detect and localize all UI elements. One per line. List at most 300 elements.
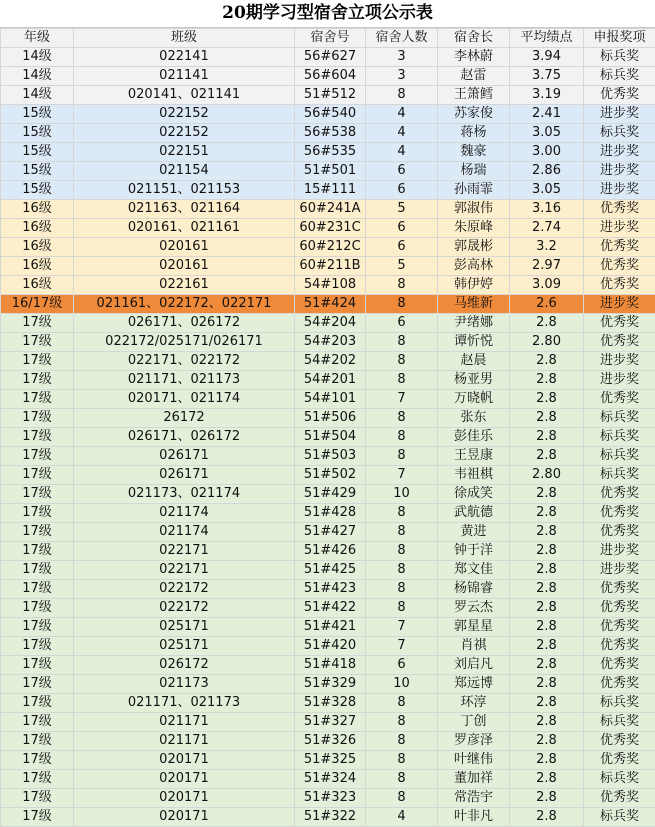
grade-cell[interactable]: 16级 — [1, 200, 74, 219]
class-cell[interactable]: 021174 — [74, 504, 295, 523]
award-cell[interactable]: 优秀奖 — [584, 656, 655, 675]
head-cell[interactable]: 彭高林 — [438, 257, 510, 276]
count-cell[interactable]: 8 — [366, 504, 438, 523]
room-cell[interactable]: 60#241A — [295, 200, 366, 219]
class-cell[interactable]: 021141 — [74, 67, 295, 86]
class-cell[interactable]: 025171 — [74, 618, 295, 637]
col-header-room[interactable]: 宿舍号 — [295, 29, 366, 48]
room-cell[interactable]: 51#325 — [295, 751, 366, 770]
award-cell[interactable]: 进步奖 — [584, 105, 655, 124]
award-cell[interactable]: 标兵奖 — [584, 694, 655, 713]
count-cell[interactable]: 8 — [366, 352, 438, 371]
award-cell[interactable]: 优秀奖 — [584, 314, 655, 333]
award-cell[interactable]: 标兵奖 — [584, 409, 655, 428]
gpa-cell[interactable]: 2.8 — [510, 713, 584, 732]
count-cell[interactable]: 3 — [366, 48, 438, 67]
head-cell[interactable]: 尹绪娜 — [438, 314, 510, 333]
class-cell[interactable]: 022172 — [74, 599, 295, 618]
count-cell[interactable]: 8 — [366, 599, 438, 618]
gpa-cell[interactable]: 2.8 — [510, 580, 584, 599]
count-cell[interactable]: 10 — [366, 485, 438, 504]
class-cell[interactable]: 26172 — [74, 409, 295, 428]
class-cell[interactable]: 020171、021174 — [74, 390, 295, 409]
class-cell[interactable]: 022172 — [74, 580, 295, 599]
class-cell[interactable]: 022171 — [74, 561, 295, 580]
grade-cell[interactable]: 16级 — [1, 219, 74, 238]
room-cell[interactable]: 60#212C — [295, 238, 366, 257]
class-cell[interactable]: 021171 — [74, 732, 295, 751]
room-cell[interactable]: 51#501 — [295, 162, 366, 181]
grade-cell[interactable]: 17级 — [1, 675, 74, 694]
head-cell[interactable]: 谭忻悦 — [438, 333, 510, 352]
grade-cell[interactable]: 17级 — [1, 314, 74, 333]
head-cell[interactable]: 郭淑伟 — [438, 200, 510, 219]
room-cell[interactable]: 51#428 — [295, 504, 366, 523]
award-cell[interactable]: 优秀奖 — [584, 523, 655, 542]
head-cell[interactable]: 叶继伟 — [438, 751, 510, 770]
award-cell[interactable]: 优秀奖 — [584, 276, 655, 295]
head-cell[interactable]: 罗彦泽 — [438, 732, 510, 751]
gpa-cell[interactable]: 3.05 — [510, 124, 584, 143]
award-cell[interactable]: 标兵奖 — [584, 808, 655, 827]
head-cell[interactable]: 朱原峰 — [438, 219, 510, 238]
grade-cell[interactable]: 17级 — [1, 732, 74, 751]
class-cell[interactable]: 020171 — [74, 808, 295, 827]
count-cell[interactable]: 8 — [366, 751, 438, 770]
grade-cell[interactable]: 17级 — [1, 523, 74, 542]
table-row — [1, 466, 655, 485]
count-cell[interactable]: 4 — [366, 105, 438, 124]
head-cell[interactable]: 罗云杰 — [438, 599, 510, 618]
head-cell[interactable]: 万晓帆 — [438, 390, 510, 409]
class-cell[interactable]: 020161 — [74, 238, 295, 257]
award-cell[interactable]: 优秀奖 — [584, 504, 655, 523]
room-cell[interactable]: 51#327 — [295, 713, 366, 732]
head-cell[interactable]: 徐成笑 — [438, 485, 510, 504]
award-cell[interactable]: 标兵奖 — [584, 124, 655, 143]
grade-cell[interactable]: 17级 — [1, 561, 74, 580]
count-cell[interactable]: 8 — [366, 295, 438, 314]
room-cell[interactable]: 51#503 — [295, 447, 366, 466]
room-cell[interactable]: 51#323 — [295, 789, 366, 808]
gpa-cell[interactable]: 2.8 — [510, 447, 584, 466]
count-cell[interactable]: 4 — [366, 124, 438, 143]
room-cell[interactable]: 51#322 — [295, 808, 366, 827]
grade-cell[interactable]: 15级 — [1, 124, 74, 143]
col-header-head[interactable]: 宿舍长 — [438, 29, 510, 48]
col-header-gpa[interactable]: 平均绩点 — [510, 29, 584, 48]
head-cell[interactable]: 魏豪 — [438, 143, 510, 162]
gpa-cell[interactable]: 2.8 — [510, 694, 584, 713]
count-cell[interactable]: 3 — [366, 67, 438, 86]
col-header-award[interactable]: 申报奖项 — [584, 29, 655, 48]
award-cell[interactable]: 优秀奖 — [584, 751, 655, 770]
count-cell[interactable]: 8 — [366, 789, 438, 808]
award-cell[interactable]: 标兵奖 — [584, 447, 655, 466]
class-cell[interactable]: 021154 — [74, 162, 295, 181]
award-cell[interactable]: 优秀奖 — [584, 200, 655, 219]
head-cell[interactable]: 王昱康 — [438, 447, 510, 466]
class-cell[interactable]: 021161、022172、022171 — [74, 295, 295, 314]
head-cell[interactable]: 丁创 — [438, 713, 510, 732]
head-cell[interactable]: 张东 — [438, 409, 510, 428]
count-cell[interactable]: 8 — [366, 523, 438, 542]
grade-cell[interactable]: 17级 — [1, 504, 74, 523]
gpa-cell[interactable]: 2.80 — [510, 466, 584, 485]
room-cell[interactable]: 51#502 — [295, 466, 366, 485]
class-cell[interactable]: 021151、021153 — [74, 181, 295, 200]
count-cell[interactable]: 7 — [366, 466, 438, 485]
room-cell[interactable]: 56#604 — [295, 67, 366, 86]
class-cell[interactable]: 025171 — [74, 637, 295, 656]
class-cell[interactable]: 022152 — [74, 124, 295, 143]
award-cell[interactable]: 进步奖 — [584, 143, 655, 162]
grade-cell[interactable]: 14级 — [1, 67, 74, 86]
class-cell[interactable]: 021171、021173 — [74, 371, 295, 390]
award-cell[interactable]: 进步奖 — [584, 219, 655, 238]
grade-cell[interactable]: 17级 — [1, 580, 74, 599]
award-cell[interactable]: 进步奖 — [584, 561, 655, 580]
award-cell[interactable]: 进步奖 — [584, 162, 655, 181]
award-cell[interactable]: 优秀奖 — [584, 86, 655, 105]
gpa-cell[interactable]: 2.8 — [510, 409, 584, 428]
room-cell[interactable]: 54#202 — [295, 352, 366, 371]
count-cell[interactable]: 8 — [366, 447, 438, 466]
col-header-grade[interactable]: 年级 — [1, 29, 74, 48]
room-cell[interactable]: 51#420 — [295, 637, 366, 656]
grade-cell[interactable]: 17级 — [1, 447, 74, 466]
class-cell[interactable]: 020171 — [74, 751, 295, 770]
head-cell[interactable]: 武航德 — [438, 504, 510, 523]
gpa-cell[interactable]: 2.8 — [510, 428, 584, 447]
gpa-cell[interactable]: 2.8 — [510, 599, 584, 618]
grade-cell[interactable]: 17级 — [1, 466, 74, 485]
room-cell[interactable]: 51#424 — [295, 295, 366, 314]
class-cell[interactable]: 020171 — [74, 789, 295, 808]
award-cell[interactable]: 优秀奖 — [584, 485, 655, 504]
award-cell[interactable]: 优秀奖 — [584, 333, 655, 352]
award-cell[interactable]: 标兵奖 — [584, 428, 655, 447]
room-cell[interactable]: 51#326 — [295, 732, 366, 751]
gpa-cell[interactable]: 2.8 — [510, 770, 584, 789]
grade-cell[interactable]: 17级 — [1, 770, 74, 789]
room-cell[interactable]: 54#203 — [295, 333, 366, 352]
head-cell[interactable]: 董加祥 — [438, 770, 510, 789]
award-cell[interactable]: 进步奖 — [584, 542, 655, 561]
head-cell[interactable]: 蒋杨 — [438, 124, 510, 143]
grade-cell[interactable]: 16/17级 — [1, 295, 74, 314]
head-cell[interactable]: 马维新 — [438, 295, 510, 314]
gpa-cell[interactable]: 2.80 — [510, 333, 584, 352]
class-cell[interactable]: 021173、021174 — [74, 485, 295, 504]
gpa-cell[interactable]: 3.2 — [510, 238, 584, 257]
class-cell[interactable]: 022141 — [74, 48, 295, 67]
award-cell[interactable]: 进步奖 — [584, 295, 655, 314]
gpa-cell[interactable]: 3.94 — [510, 48, 584, 67]
award-cell[interactable]: 优秀奖 — [584, 789, 655, 808]
count-cell[interactable]: 7 — [366, 637, 438, 656]
grade-cell[interactable]: 17级 — [1, 371, 74, 390]
room-cell[interactable]: 54#108 — [295, 276, 366, 295]
grade-cell[interactable]: 17级 — [1, 485, 74, 504]
gpa-cell[interactable]: 3.00 — [510, 143, 584, 162]
class-cell[interactable]: 021173 — [74, 675, 295, 694]
award-cell[interactable]: 优秀奖 — [584, 238, 655, 257]
class-cell[interactable]: 020161、021161 — [74, 219, 295, 238]
count-cell[interactable]: 6 — [366, 238, 438, 257]
class-cell[interactable]: 022171、022172 — [74, 352, 295, 371]
gpa-cell[interactable]: 2.97 — [510, 257, 584, 276]
grade-cell[interactable]: 15级 — [1, 105, 74, 124]
grade-cell[interactable]: 17级 — [1, 352, 74, 371]
head-cell[interactable]: 郑文佳 — [438, 561, 510, 580]
head-cell[interactable]: 郭晟彬 — [438, 238, 510, 257]
head-cell[interactable]: 韦祖棋 — [438, 466, 510, 485]
grade-cell[interactable]: 16级 — [1, 257, 74, 276]
gpa-cell[interactable]: 2.41 — [510, 105, 584, 124]
count-cell[interactable]: 8 — [366, 276, 438, 295]
gpa-cell[interactable]: 2.8 — [510, 637, 584, 656]
grade-cell[interactable]: 17级 — [1, 333, 74, 352]
head-cell[interactable]: 赵晨 — [438, 352, 510, 371]
room-cell[interactable]: 51#328 — [295, 694, 366, 713]
room-cell[interactable]: 51#423 — [295, 580, 366, 599]
award-cell[interactable]: 优秀奖 — [584, 599, 655, 618]
count-cell[interactable]: 6 — [366, 219, 438, 238]
count-cell[interactable]: 6 — [366, 181, 438, 200]
count-cell[interactable]: 8 — [366, 86, 438, 105]
class-cell[interactable]: 021163、021164 — [74, 200, 295, 219]
count-cell[interactable]: 6 — [366, 314, 438, 333]
grade-cell[interactable]: 17级 — [1, 409, 74, 428]
count-cell[interactable]: 5 — [366, 257, 438, 276]
dorm-table — [0, 28, 655, 827]
grade-cell[interactable]: 17级 — [1, 713, 74, 732]
room-cell[interactable]: 51#418 — [295, 656, 366, 675]
class-cell[interactable]: 026171、026172 — [74, 428, 295, 447]
award-cell[interactable]: 优秀奖 — [584, 637, 655, 656]
gpa-cell[interactable]: 2.8 — [510, 314, 584, 333]
gpa-cell[interactable]: 2.8 — [510, 561, 584, 580]
class-cell[interactable]: 021171 — [74, 713, 295, 732]
count-cell[interactable]: 8 — [366, 580, 438, 599]
col-header-count[interactable]: 宿舍人数 — [366, 29, 438, 48]
award-cell[interactable]: 标兵奖 — [584, 770, 655, 789]
award-cell[interactable]: 进步奖 — [584, 371, 655, 390]
room-cell[interactable]: 51#504 — [295, 428, 366, 447]
grade-cell[interactable]: 14级 — [1, 86, 74, 105]
grade-cell[interactable]: 17级 — [1, 599, 74, 618]
room-cell[interactable]: 51#429 — [295, 485, 366, 504]
gpa-cell[interactable]: 2.8 — [510, 732, 584, 751]
head-cell[interactable]: 杨亚男 — [438, 371, 510, 390]
head-cell[interactable]: 常浩宇 — [438, 789, 510, 808]
award-cell[interactable]: 进步奖 — [584, 352, 655, 371]
head-cell[interactable]: 黄进 — [438, 523, 510, 542]
class-cell[interactable]: 026171 — [74, 466, 295, 485]
head-cell[interactable]: 韩伊婷 — [438, 276, 510, 295]
grade-cell[interactable]: 17级 — [1, 656, 74, 675]
room-cell[interactable]: 51#422 — [295, 599, 366, 618]
class-cell[interactable]: 021174 — [74, 523, 295, 542]
gpa-cell[interactable]: 2.8 — [510, 808, 584, 827]
gpa-cell[interactable]: 2.8 — [510, 789, 584, 808]
head-cell[interactable]: 苏家俊 — [438, 105, 510, 124]
class-cell[interactable]: 020141、021141 — [74, 86, 295, 105]
award-cell[interactable]: 优秀奖 — [584, 390, 655, 409]
gpa-cell[interactable]: 2.8 — [510, 504, 584, 523]
count-cell[interactable]: 4 — [366, 808, 438, 827]
gpa-cell[interactable]: 3.16 — [510, 200, 584, 219]
class-cell[interactable]: 022171 — [74, 542, 295, 561]
grade-cell[interactable]: 15级 — [1, 181, 74, 200]
room-cell[interactable]: 60#231C — [295, 219, 366, 238]
count-cell[interactable]: 8 — [366, 542, 438, 561]
count-cell[interactable]: 7 — [366, 618, 438, 637]
head-cell[interactable]: 王箫鳕 — [438, 86, 510, 105]
award-cell[interactable]: 优秀奖 — [584, 580, 655, 599]
award-cell[interactable]: 优秀奖 — [584, 675, 655, 694]
count-cell[interactable]: 8 — [366, 333, 438, 352]
count-cell[interactable]: 6 — [366, 656, 438, 675]
grade-cell[interactable]: 17级 — [1, 428, 74, 447]
class-cell[interactable]: 026172 — [74, 656, 295, 675]
head-cell[interactable]: 赵雷 — [438, 67, 510, 86]
award-cell[interactable]: 优秀奖 — [584, 618, 655, 637]
award-cell[interactable]: 优秀奖 — [584, 257, 655, 276]
class-cell[interactable]: 022152 — [74, 105, 295, 124]
grade-cell[interactable]: 17级 — [1, 751, 74, 770]
award-cell[interactable]: 优秀奖 — [584, 732, 655, 751]
room-cell[interactable]: 60#211B — [295, 257, 366, 276]
gpa-cell[interactable]: 3.19 — [510, 86, 584, 105]
count-cell[interactable]: 8 — [366, 694, 438, 713]
head-cell[interactable]: 郑远博 — [438, 675, 510, 694]
grade-cell[interactable]: 17级 — [1, 789, 74, 808]
gpa-cell[interactable]: 3.75 — [510, 67, 584, 86]
class-cell[interactable]: 022151 — [74, 143, 295, 162]
head-cell[interactable]: 刘启凡 — [438, 656, 510, 675]
table-row — [1, 219, 655, 238]
award-cell[interactable]: 标兵奖 — [584, 48, 655, 67]
head-cell[interactable]: 杨锦睿 — [438, 580, 510, 599]
award-cell[interactable]: 标兵奖 — [584, 67, 655, 86]
count-cell[interactable]: 6 — [366, 162, 438, 181]
class-cell[interactable]: 022172/025171/026171 — [74, 333, 295, 352]
gpa-cell[interactable]: 2.8 — [510, 542, 584, 561]
gpa-cell[interactable]: 3.05 — [510, 181, 584, 200]
gpa-cell[interactable]: 3.09 — [510, 276, 584, 295]
count-cell[interactable]: 8 — [366, 770, 438, 789]
count-cell[interactable]: 8 — [366, 428, 438, 447]
grade-cell[interactable]: 17级 — [1, 390, 74, 409]
room-cell[interactable]: 56#540 — [295, 105, 366, 124]
room-cell[interactable]: 15#111 — [295, 181, 366, 200]
table-row — [1, 751, 655, 770]
room-cell[interactable]: 56#627 — [295, 48, 366, 67]
count-cell[interactable]: 8 — [366, 732, 438, 751]
gpa-cell[interactable]: 2.8 — [510, 352, 584, 371]
head-cell[interactable]: 环淳 — [438, 694, 510, 713]
room-cell[interactable]: 56#535 — [295, 143, 366, 162]
grade-cell[interactable]: 15级 — [1, 143, 74, 162]
class-cell[interactable]: 020161 — [74, 257, 295, 276]
class-cell[interactable]: 020171 — [74, 770, 295, 789]
head-cell[interactable]: 李林蔚 — [438, 48, 510, 67]
grade-cell[interactable]: 17级 — [1, 694, 74, 713]
grade-cell[interactable]: 17级 — [1, 542, 74, 561]
gpa-cell[interactable]: 2.74 — [510, 219, 584, 238]
gpa-cell[interactable]: 2.8 — [510, 618, 584, 637]
grade-cell[interactable]: 16级 — [1, 276, 74, 295]
count-cell[interactable]: 8 — [366, 561, 438, 580]
table-row — [1, 485, 655, 504]
room-cell[interactable]: 51#324 — [295, 770, 366, 789]
grade-cell[interactable]: 14级 — [1, 48, 74, 67]
gpa-cell[interactable]: 2.8 — [510, 485, 584, 504]
table-row — [1, 656, 655, 675]
class-cell[interactable]: 021171、021173 — [74, 694, 295, 713]
count-cell[interactable]: 8 — [366, 713, 438, 732]
gpa-cell[interactable]: 2.8 — [510, 656, 584, 675]
gpa-cell[interactable]: 2.8 — [510, 751, 584, 770]
head-cell[interactable]: 肖祺 — [438, 637, 510, 656]
room-cell[interactable]: 54#201 — [295, 371, 366, 390]
grade-cell[interactable]: 16级 — [1, 238, 74, 257]
room-cell[interactable]: 56#538 — [295, 124, 366, 143]
head-cell[interactable]: 郭星星 — [438, 618, 510, 637]
head-cell[interactable]: 钟于洋 — [438, 542, 510, 561]
room-cell[interactable]: 51#421 — [295, 618, 366, 637]
head-cell[interactable]: 彭佳乐 — [438, 428, 510, 447]
col-header-class[interactable]: 班级 — [74, 29, 295, 48]
gpa-cell[interactable]: 2.86 — [510, 162, 584, 181]
gpa-cell[interactable]: 2.6 — [510, 295, 584, 314]
class-cell[interactable]: 022161 — [74, 276, 295, 295]
award-cell[interactable]: 标兵奖 — [584, 466, 655, 485]
grade-cell[interactable]: 17级 — [1, 637, 74, 656]
room-cell[interactable]: 51#329 — [295, 675, 366, 694]
head-cell[interactable]: 杨瑞 — [438, 162, 510, 181]
room-cell[interactable]: 54#204 — [295, 314, 366, 333]
count-cell[interactable]: 4 — [366, 143, 438, 162]
gpa-cell[interactable]: 2.8 — [510, 390, 584, 409]
room-cell[interactable]: 54#101 — [295, 390, 366, 409]
count-cell[interactable]: 5 — [366, 200, 438, 219]
grade-cell[interactable]: 17级 — [1, 618, 74, 637]
room-cell[interactable]: 51#506 — [295, 409, 366, 428]
award-cell[interactable]: 标兵奖 — [584, 713, 655, 732]
class-cell[interactable]: 026171、026172 — [74, 314, 295, 333]
count-cell[interactable]: 10 — [366, 675, 438, 694]
grade-cell[interactable]: 17级 — [1, 808, 74, 827]
award-cell[interactable]: 进步奖 — [584, 181, 655, 200]
room-cell[interactable]: 51#512 — [295, 86, 366, 105]
room-cell[interactable]: 51#427 — [295, 523, 366, 542]
room-cell[interactable]: 51#425 — [295, 561, 366, 580]
count-cell[interactable]: 7 — [366, 390, 438, 409]
head-cell[interactable]: 叶非凡 — [438, 808, 510, 827]
gpa-cell[interactable]: 2.8 — [510, 371, 584, 390]
class-cell[interactable]: 026171 — [74, 447, 295, 466]
count-cell[interactable]: 8 — [366, 371, 438, 390]
grade-cell[interactable]: 15级 — [1, 162, 74, 181]
gpa-cell[interactable]: 2.8 — [510, 523, 584, 542]
gpa-cell[interactable]: 2.8 — [510, 675, 584, 694]
count-cell[interactable]: 8 — [366, 409, 438, 428]
head-cell[interactable]: 孙雨霏 — [438, 181, 510, 200]
room-cell[interactable]: 51#426 — [295, 542, 366, 561]
